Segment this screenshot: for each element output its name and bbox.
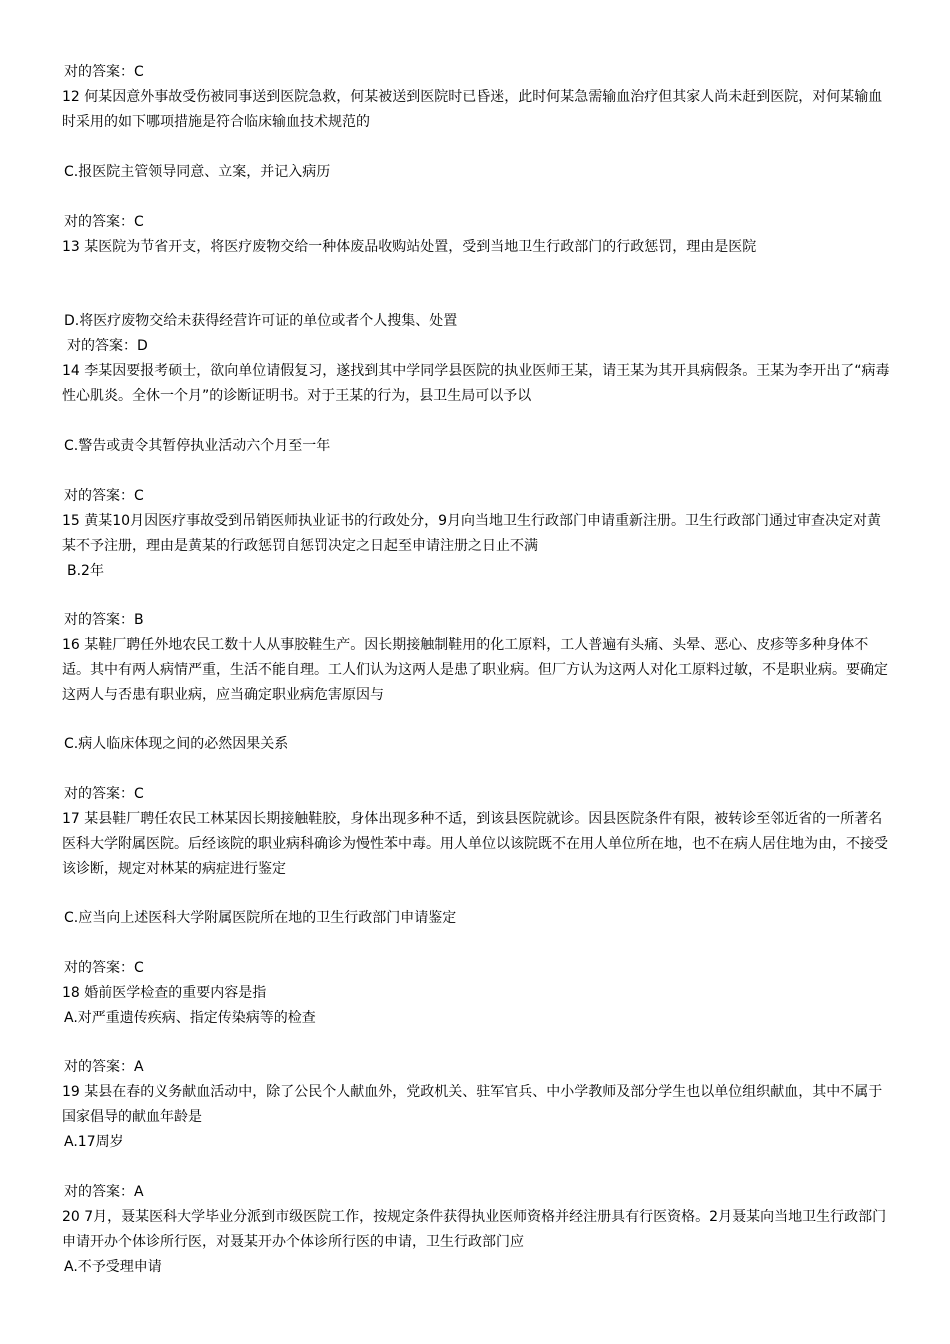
question-15: 15 黄某10月因医疗事故受到吊销医师执业证书的行政处分，9月向当地卫生行政部门申请重新注册。卫生行政部门通过审查决定对黄某不予注册，理由是黄某的行政惩罚自惩罚决定之日起至申请注册之日止不满	[62, 513, 881, 554]
answer-line: 对的答案：C	[64, 960, 144, 976]
answer-line: 对的答案：A	[64, 1184, 144, 1200]
question-19: 19 某县在春的义务献血活动中，除了公民个人献血外，党政机关、驻军官兵、中小学教师及部分学生也以单位组织献血，其中不属于国家倡导的献血年龄是	[62, 1084, 883, 1125]
answer-line: 对的答案：A	[64, 1059, 144, 1075]
option-line: B.2年	[67, 563, 104, 579]
question-12: 12 何某因意外事故受伤被同事送到医院急救，何某被送到医院时已昏迷，此时何某急需输血治疗但其家人尚未赶到医院，对何某输血时采用的如下哪项措施是符合临床输血技术规范的	[62, 89, 883, 130]
option-line: D.将医疗废物交给未获得经营许可证的单位或者个人搜集、处置	[64, 313, 458, 329]
option-line: A.对严重遗传疾病、指定传染病等的检查	[64, 1010, 316, 1026]
option-line: A.不予受理申请	[64, 1259, 162, 1275]
question-20: 20 7月，聂某医科大学毕业分派到市级医院工作，按规定条件获得执业医师资格并经注册具有行医资格。2月聂某向当地卫生行政部门申请开办个体诊所行医，对聂某开办个体诊所行医的申请，卫生行政部门应	[62, 1209, 887, 1250]
answer-line: 对的答案：C	[64, 488, 144, 504]
answer-line: 对的答案：C	[64, 64, 144, 80]
question-14: 14 李某因要报考硕士，欲向单位请假复习，遂找到其中学同学县医院的执业医师王某，请王某为其开具病假条。王某为李开出了“病毒性心肌炎。全休一个月”的诊断证明书。对于王某的行为，县卫生局可以予以	[62, 363, 890, 404]
answer-line: 对的答案：B	[64, 612, 144, 628]
option-line: C.警告或责令其暂停执业活动六个月至一年	[64, 438, 331, 454]
question-18: 18 婚前医学检查的重要内容是指	[62, 985, 267, 1001]
option-line: A.17周岁	[64, 1134, 124, 1150]
question-16: 16 某鞋厂聘任外地农民工数十人从事胶鞋生产。因长期接触制鞋用的化工原料，工人普遍有头痛、头晕、恶心、皮疹等多种身体不适。其中有两人病情严重，生活不能自理。工人们认为这两人是患了职业病。但厂方认为这两人对化工原料过敏，不是职业病。要确定这两人与否患有职业病，应当确定职业病危害原因与	[62, 637, 888, 703]
answer-line: 对的答案：D	[67, 338, 148, 354]
question-13: 13 某医院为节省开支，将医疗废物交给一种体废品收购站处置，受到当地卫生行政部门的行政惩罚，理由是医院	[62, 239, 757, 255]
question-17: 17 某县鞋厂聘任农民工林某因长期接触鞋胶，身体出现多种不适，到该县医院就诊。因县医院条件有限，被转诊至邻近省的一所著名医科大学附属医院。后经该院的职业病科确诊为慢性苯中毒。用人单位以该院既不在用人单位所在地，也不在病人居住地为由，不接受该诊断，规定对林某的病症进行鉴定	[62, 811, 888, 877]
option-line: C.应当向上述医科大学附属医院所在地的卫生行政部门申请鉴定	[64, 910, 457, 926]
option-line: C.病人临床体现之间的必然因果关系	[64, 736, 289, 752]
option-line: C.报医院主管领导同意、立案，并记入病历	[64, 164, 331, 180]
answer-line: 对的答案：C	[64, 214, 144, 230]
answer-line: 对的答案：C	[64, 786, 144, 802]
